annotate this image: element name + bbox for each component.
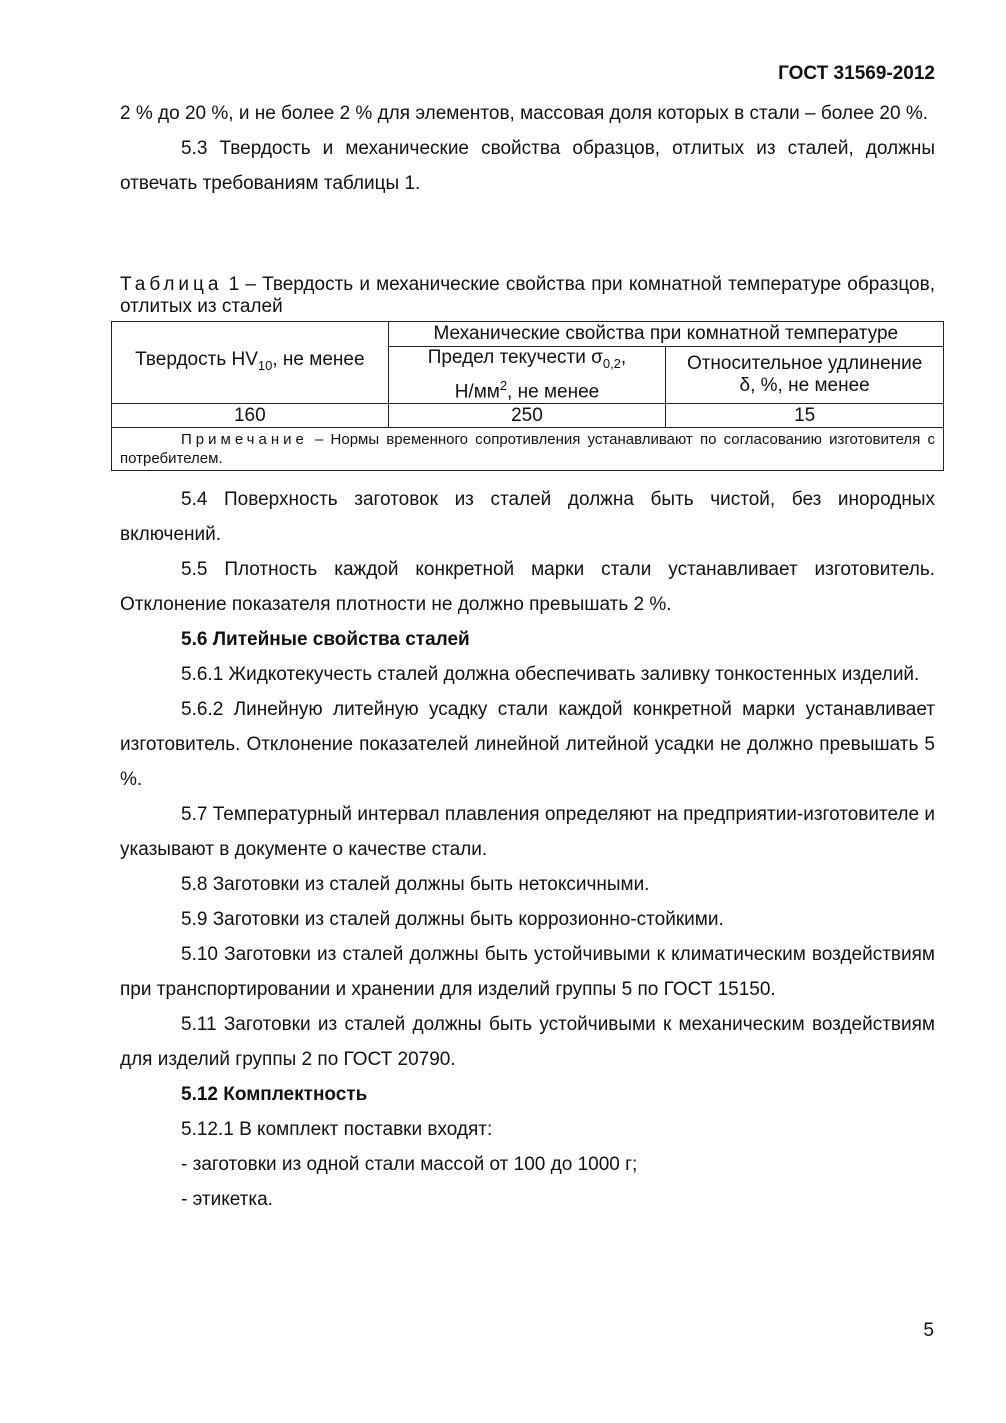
body-paragraph: 5.9 Заготовки из сталей должны быть коррозионно-стойкими. bbox=[181, 909, 724, 930]
header-hardness: Твердость $HV_{10}$, не менее bbox=[112, 322, 389, 404]
body-paragraph: 5.6.2 Линейную литейную усадку стали каждой конкретной марки устанавливает изготовитель. Отклонение показателей линейной литейной усадки не должно превышать 5 %. bbox=[120, 699, 935, 790]
table-row bbox=[112, 404, 944, 428]
page-number: 5 bbox=[923, 1320, 934, 1341]
header-yield-strength: Предел текучести $\sigma_{0,2}$, $Н/мм^2$, не менее bbox=[388, 347, 666, 404]
body-paragraph: 5.8 Заготовки из сталей должны быть нетоксичными. bbox=[181, 874, 650, 895]
body-paragraph: 5.6 Литейные свойства сталей bbox=[181, 629, 470, 650]
paragraph-5-3: 5.3 Твердость и механические свойства образцов, отлитых из сталей, должны отвечать требованиям таблицы 1. bbox=[120, 138, 935, 194]
document-code: ГОСТ 31569-2012 bbox=[778, 63, 935, 84]
body-text bbox=[120, 482, 935, 1217]
table-caption bbox=[120, 274, 935, 318]
table-header-row bbox=[112, 322, 944, 347]
table-note-row bbox=[112, 428, 944, 471]
body-paragraph: 5.7 Температурный интервал плавления определяют на предприятии-изготовителе и указывают в документе о качестве стали. bbox=[120, 804, 935, 860]
table-caption-text: 1 – Твердость и механические свойства при комнатной температуре образцов, отлитых из сталей bbox=[120, 274, 935, 317]
body-paragraph: 5.11 Заготовки из сталей должны быть устойчивыми к механическим воздействиям для изделий группы 2 по ГОСТ 20790. bbox=[120, 1014, 935, 1070]
cell-elongation: 15 bbox=[666, 404, 944, 428]
note-label: Примечание bbox=[181, 431, 308, 449]
paragraph-continuation: 2 % до 20 %, и не более 2 % для элементов, массовая доля которых в стали – более 20 %. bbox=[120, 103, 929, 124]
body-paragraph: - этикетка. bbox=[181, 1189, 273, 1210]
body-paragraph: 5.4 Поверхность заготовок из сталей должна быть чистой, без инородных включений. bbox=[120, 489, 935, 545]
header-mechanical-group: Механические свойства при комнатной температуре bbox=[388, 322, 943, 347]
body-paragraph: 5.10 Заготовки из сталей должны быть устойчивыми к климатическим воздействиям при транспортировании и хранении для изделий группы 5 по ГОСТ 15150. bbox=[120, 944, 935, 1000]
body-paragraph: 5.12.1 В комплект поставки входят: bbox=[181, 1119, 493, 1140]
cell-hardness: 160 bbox=[112, 404, 389, 428]
body-paragraph: 5.12 Комплектность bbox=[181, 1084, 368, 1105]
table-caption-prefix: Таблица bbox=[120, 274, 223, 295]
intro-text bbox=[120, 96, 935, 201]
body-paragraph: 5.6.1 Жидкотекучесть сталей должна обеспечивать заливку тонкостенных изделий. bbox=[181, 664, 920, 685]
note-text: – Нормы временного сопротивления устанавливают по согласованию изготовителя с потребителем. bbox=[120, 431, 935, 468]
body-paragraph: - заготовки из одной стали массой от 100 до 1000 г; bbox=[181, 1154, 638, 1175]
properties-table bbox=[111, 321, 944, 471]
header-elongation: Относительное удлинение δ, %, не менее bbox=[666, 347, 944, 404]
body-paragraph: 5.5 Плотность каждой конкретной марки стали устанавливает изготовитель. Отклонение показателя плотности не должно превышать 2 %. bbox=[120, 559, 935, 615]
cell-yield: 250 bbox=[388, 404, 666, 428]
table-note bbox=[112, 428, 944, 471]
